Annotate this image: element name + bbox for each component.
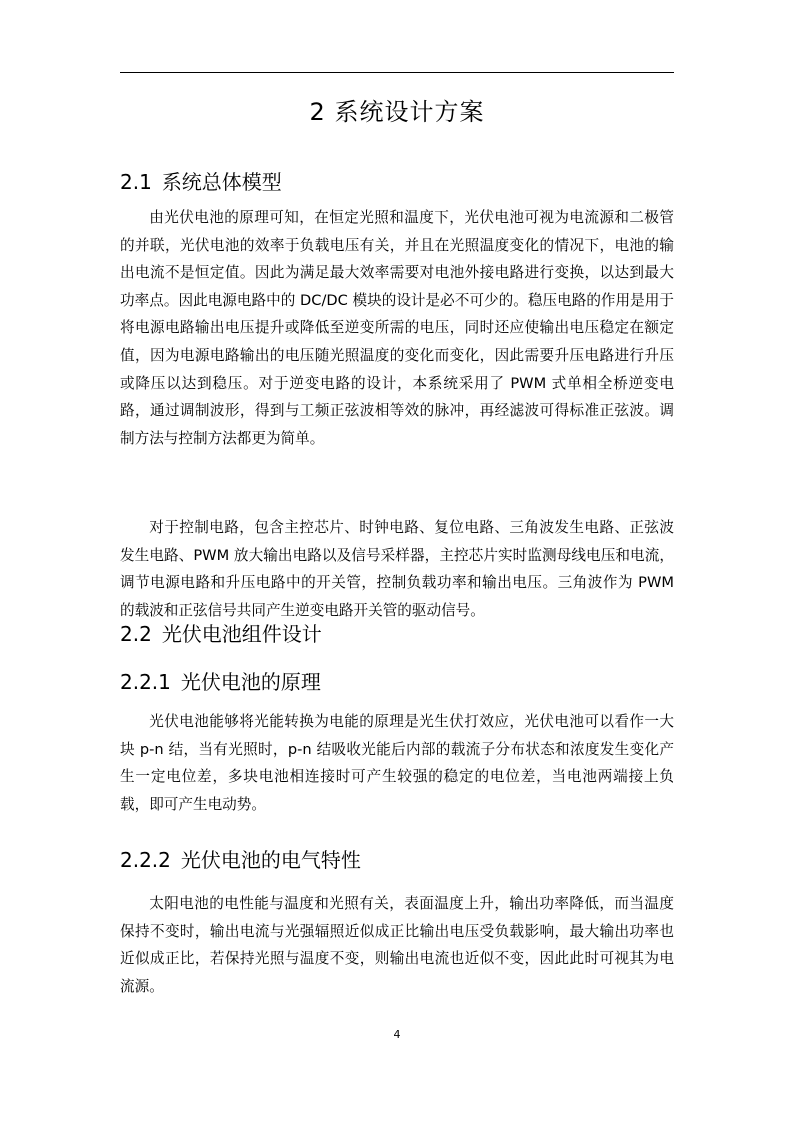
chapter-title: 2 系统设计方案 [309, 98, 485, 126]
section-number: 2.2.1 [120, 670, 171, 694]
section-heading-2-2-2 [120, 846, 674, 874]
paragraph-system-model: 由光伏电池的原理可知，在恒定光照和温度下，光伏电池可视为电流源和二极管的并联，光伏电池的效率于负载电压有关，并且在光照温度变化的情况下，电池的输出电流不是恒定值。因此为满足最大效率需要对电池外接电路进行变换，以达到最大功率点。因此电源电路中的 DC/DC 模块的设计是必不可少的。稳压电路的作用是用于将电源电路输出电压提升或降低至逆变所需的电压，同时还应使输出电压稳定在额定值，因为电源电路输出的电压随光照温度的变化而变化，因此需要升压电路进行升压或降压以达到稳压。对于逆变电路的设计，本系统采用了 PWM 式单相全桥逆变电路，通过调制波形，得到与工频正弦波相等效的脉冲，再经滤波可得标准正弦波。调制方法与控制方法都更为简单。 [120, 209, 674, 447]
section-heading-2-2 [120, 620, 674, 648]
section-number: 2.1 [120, 170, 152, 194]
section-title: 光伏电池的原理 [180, 670, 321, 694]
section-title: 光伏电池的电气特性 [180, 848, 361, 872]
paragraph-control-circuit: 对于控制电路，包含主控芯片、时钟电路、复位电路、三角波发生电路、正弦波发生电路、PWM 放大输出电路以及信号采样器，主控芯片实时监测母线电压和电流，调节电源电路和升压电路中的开关管，控制负载功率和输出电压。三角波作为 PWM 的载波和正弦信号共同产生逆变电路开关管的驱动信号。 [120, 519, 674, 619]
section-heading-2-1 [120, 168, 674, 196]
paragraph-pv-principle: 光伏电池能够将光能转换为电能的原理是光生伏打效应，光伏电池可以看作一大块 p-n 结，当有光照时，p-n 结吸收光能后内部的载流子分布状态和浓度发生变化产生一定电位差，多块电池相连接时可产生较强的稳定的电位差，当电池两端接上负载，即可产生电动势。 [120, 713, 674, 813]
section-title: 光伏电池组件设计 [161, 622, 322, 646]
page-number: 4 [393, 1028, 401, 1041]
paragraph-pv-electrical: 太阳电池的电性能与温度和光照有关，表面温度上升，输出功率降低，而当温度保持不变时，输出电流与光强辐照近似成正比输出电压受负载影响，最大输出功率也近似成正比，若保持光照与温度不变，则输出电流也近似不变，因此此时可视其为电流源。 [120, 895, 674, 995]
section-number: 2.2.2 [120, 848, 171, 872]
section-number: 2.2 [120, 622, 152, 646]
section-heading-2-2-1 [120, 668, 674, 696]
section-title: 系统总体模型 [161, 170, 282, 194]
header-rule [120, 72, 674, 73]
